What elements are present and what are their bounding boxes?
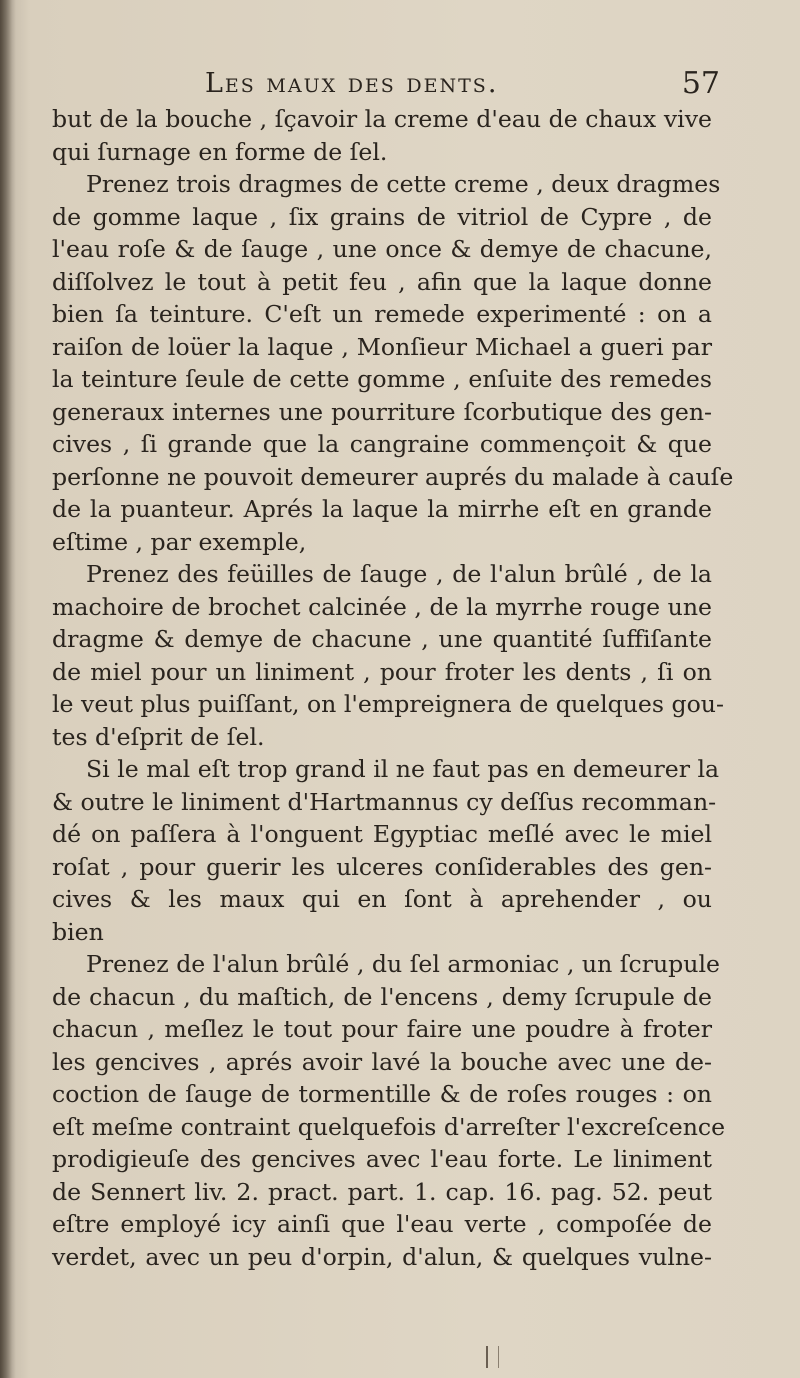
text-line: diſſolvez le tout à petit feu , afin que la laque donne	[52, 267, 712, 296]
text-line: Prenez trois dragmes de cette creme , deux dragmes	[86, 170, 721, 198]
text-line: de la puanteur. Aprés la laque la mirrhe eſt en grande	[52, 495, 712, 523]
text-line: bien ſa teinture. C'eſt un remede experimenté : on a	[52, 300, 712, 328]
text-line: Si le mal eſt trop grand il ne faut pas en demeurer la	[86, 755, 720, 783]
running-title: Les maux des dents.	[205, 68, 499, 99]
text-line: eſt meſme contraint quelquefois d'arreſter l'excreſcence	[52, 1112, 726, 1141]
binding-gutter	[0, 0, 16, 1378]
text-line: Prenez des feüilles de ſauge , de l'alun brûlé , de la	[86, 560, 712, 588]
text-line: cives , ſi grande que la cangraine commençoit & que	[52, 430, 712, 458]
ink-mark	[486, 1346, 499, 1368]
text-line: roſat , pour guerir les ulceres conſiderables des gen-	[52, 852, 712, 881]
body-text	[52, 103, 734, 1273]
text-line: eſtime , par exemple,	[52, 527, 307, 556]
text-line: but de la bouche , ſçavoir la creme d'eau de chaux vive	[52, 105, 712, 133]
text-line: cives & les maux qui en ſont à aprehender , ou	[52, 885, 712, 913]
text-line: dé on paſſera à l'onguent Egyptiac meſlé avec le miel	[52, 820, 712, 848]
text-line: verdet, avec un peu d'orpin, d'alun, & quelques vulne-	[52, 1242, 712, 1271]
text-line: de gomme laque , ſix grains de vitriol de Cypre , de	[52, 202, 712, 231]
text-line: raiſon de loüer la laque , Monſieur Michael a gueri par	[52, 332, 712, 361]
text-line: generaux internes une pourriture ſcorbutique des gen-	[52, 397, 712, 426]
text-line: machoire de brochet calcinée , de la myrrhe rouge une	[52, 592, 712, 621]
text-line: Prenez de l'alun brûlé , du ſel armoniac , un ſcrupule	[86, 950, 720, 978]
text-line: eſtre employé icy ainſi que l'eau verte , compoſée de	[52, 1210, 712, 1238]
text-line: coction de ſauge de tormentille & de roſes rouges : on	[52, 1080, 712, 1108]
text-line: le veut plus puiſſant, on l'empreignera de quelques gou-	[52, 690, 724, 718]
text-line: les gencives , aprés avoir lavé la bouche avec une de-	[52, 1047, 712, 1076]
text-line: l'eau roſe & de ſauge , une once & demye de chacune,	[52, 235, 712, 263]
text-line: & outre le liniment d'Hartmannus cy deſſus recomman-	[52, 787, 717, 816]
page-number: 57	[681, 66, 720, 101]
text-line: prodigieuſe des gencives avec l'eau forte. Le liniment	[52, 1145, 712, 1173]
text-line: tes d'eſprit de ſel.	[52, 722, 265, 751]
text-line: de Sennert liv. 2. pract. part. 1. cap. 16. pag. 52. peut	[52, 1177, 712, 1206]
text-line: dragme & demye de chacune , une quantité ſuffiſante	[52, 625, 712, 653]
text-line: qui ſurnage en forme de ſel.	[52, 137, 388, 166]
text-line: de miel pour un liniment , pour froter les dents , ſi on	[52, 657, 712, 686]
text-line: la teinture ſeule de cette gomme , enſuite des remedes	[52, 365, 712, 393]
text-line: chacun , meſlez le tout pour faire une poudre à froter	[52, 1015, 712, 1043]
text-line: de chacun , du maſtich, de l'encens , demy ſcrupule de	[52, 982, 712, 1011]
text-line: perſonne ne pouvoit demeurer auprés du malade à cauſe	[52, 462, 734, 491]
text-line: bien	[52, 917, 104, 946]
page-header	[60, 62, 720, 102]
